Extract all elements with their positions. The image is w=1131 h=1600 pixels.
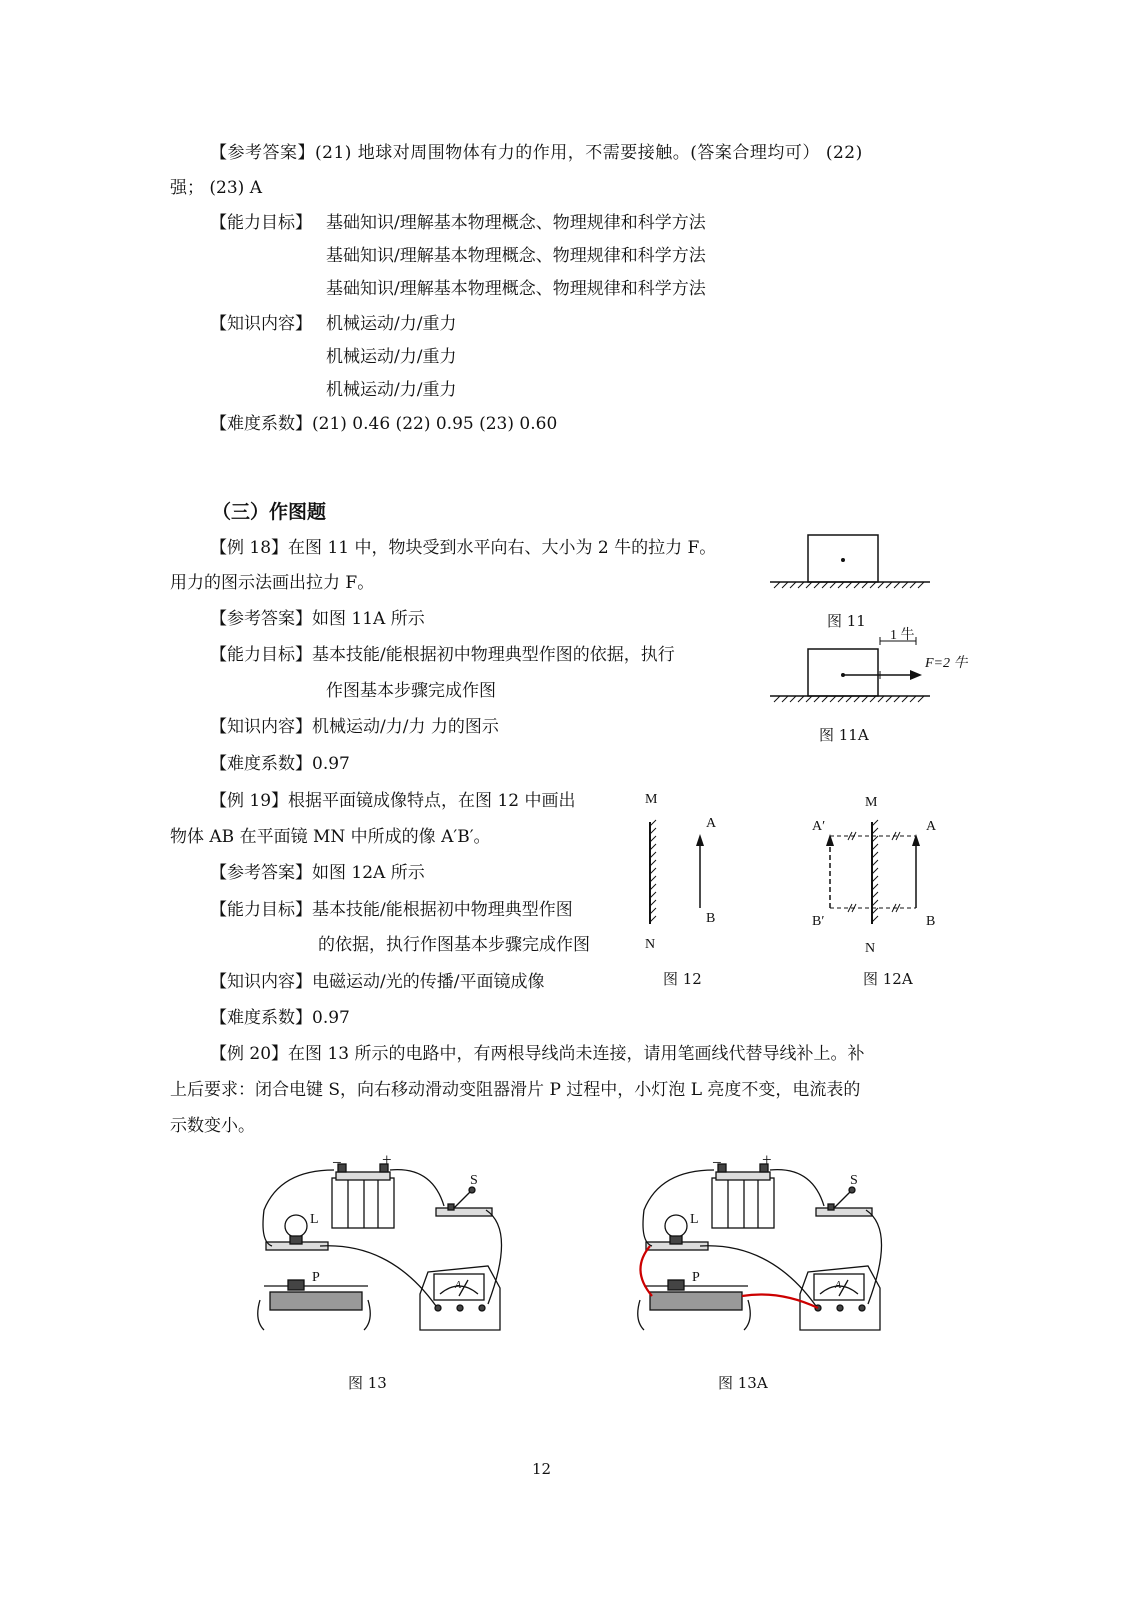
- figure-11a-caption: 图 11A: [819, 726, 869, 744]
- figure-13a: [630, 1150, 920, 1350]
- ex19-question-1: 【例 19】根据平面镜成像特点，在图 12 中画出: [210, 791, 576, 811]
- figure-12-caption: 图 12: [663, 970, 702, 988]
- switch: [436, 1187, 492, 1216]
- knowledge-label: 【知识内容】: [210, 314, 312, 334]
- scale-label: 1 牛: [890, 628, 915, 643]
- label-ammeter: A: [455, 1280, 462, 1291]
- rheostat: [258, 1280, 371, 1330]
- ability-item: 基础知识/理解基本物理概念、物理规律和科学方法: [326, 279, 706, 299]
- label-plus: +: [762, 1150, 772, 1169]
- label-b: B: [926, 914, 936, 929]
- label-p: P: [312, 1270, 320, 1285]
- ex18-question-2: 用力的图示法画出拉力 F。: [170, 573, 375, 593]
- knowledge-item: 机械运动/力/重力: [326, 314, 457, 334]
- label-m: M: [865, 795, 878, 810]
- block: [808, 649, 878, 696]
- ability-label: 【能力目标】: [210, 213, 312, 233]
- switch: [816, 1187, 872, 1216]
- label-a: A: [926, 819, 937, 834]
- label-m: M: [645, 792, 658, 807]
- ex18-difficulty: 【难度系数】0.97: [210, 754, 350, 774]
- page-number: 12: [532, 1460, 552, 1478]
- label-p: P: [692, 1270, 700, 1285]
- ex18-answer: 【参考答案】如图 11A 所示: [210, 609, 425, 629]
- label-n: N: [865, 941, 876, 956]
- ex18-ability-1: 【能力目标】基本技能/能根据初中物理典型作图的依据，执行: [210, 645, 675, 665]
- ammeter: [420, 1266, 500, 1330]
- label-s: S: [470, 1173, 478, 1188]
- label-plus: +: [382, 1150, 392, 1169]
- ex18-question-1: 【例 18】在图 11 中，物块受到水平向右、大小为 2 牛的拉力 F。: [210, 538, 717, 558]
- ability-item: 基础知识/理解基本物理概念、物理规律和科学方法: [326, 246, 706, 266]
- figure-11-caption: 图 11: [827, 612, 866, 630]
- ex20-question-2: 上后要求：闭合电键 S，向右移动滑动变阻器滑片 P 过程中，小灯泡 L 亮度不变，电流表的: [170, 1080, 861, 1100]
- answer-line-2: 强； (23) A: [170, 178, 262, 198]
- rheostat: [638, 1280, 751, 1330]
- ex19-ability-2: 的依据，执行作图基本步骤完成作图: [318, 935, 590, 955]
- ground-hatch: [774, 696, 924, 702]
- ex19-knowledge: 【知识内容】电磁运动/光的传播/平面镜成像: [210, 972, 545, 992]
- label-ammeter: A: [835, 1280, 842, 1291]
- label-minus: −: [712, 1153, 722, 1172]
- object-ab-arrow-head: [696, 834, 704, 846]
- section-title: （三）作图题: [212, 501, 327, 523]
- ex18-ability-2: 作图基本步骤完成作图: [326, 681, 496, 701]
- answer-line-1: 【参考答案】(21) 地球对周围物体有力的作用，不需要接触。(答案合理均可） (22): [210, 143, 863, 163]
- label-a-prime: A′: [812, 819, 826, 834]
- ex19-difficulty: 【难度系数】0.97: [210, 1008, 350, 1028]
- battery: [712, 1164, 774, 1228]
- knowledge-item: 机械运动/力/重力: [326, 347, 457, 367]
- ammeter: [800, 1266, 880, 1330]
- difficulty-line: 【难度系数】(21) 0.46 (22) 0.95 (23) 0.60: [210, 414, 558, 434]
- label-b-prime: B′: [812, 914, 825, 929]
- ex20-question-1: 【例 20】在图 13 所示的电路中，有两根导线尚未连接，请用笔画线代替导线补上。补: [210, 1044, 865, 1064]
- added-wire-1: [640, 1246, 652, 1296]
- figure-13-caption: 图 13: [348, 1374, 387, 1392]
- label-b: B: [706, 911, 716, 926]
- label-l: L: [690, 1212, 699, 1227]
- ex18-knowledge: 【知识内容】机械运动/力/力 力的图示: [210, 717, 499, 737]
- figure-11: [770, 530, 960, 590]
- ground-hatch: [774, 582, 924, 588]
- ability-item: 基础知识/理解基本物理概念、物理规律和科学方法: [326, 213, 706, 233]
- label-l: L: [310, 1212, 319, 1227]
- ex19-answer: 【参考答案】如图 12A 所示: [210, 863, 425, 883]
- figure-12a-caption: 图 12A: [863, 970, 913, 988]
- label-minus: −: [332, 1153, 342, 1172]
- ex20-question-3: 示数变小。: [170, 1116, 255, 1136]
- label-n: N: [645, 937, 656, 952]
- ex19-question-2: 物体 AB 在平面镜 MN 中所成的像 A′B′。: [170, 827, 491, 847]
- figure-13: [250, 1150, 540, 1350]
- knowledge-item: 机械运动/力/重力: [326, 380, 457, 400]
- lamp: [646, 1215, 708, 1250]
- force-arrow-head: [910, 670, 922, 680]
- label-a: A: [706, 816, 717, 831]
- lamp: [266, 1215, 328, 1250]
- figure-13a-caption: 图 13A: [718, 1374, 768, 1392]
- force-label: F=2 牛: [925, 656, 968, 671]
- ex19-ability-1: 【能力目标】基本技能/能根据初中物理典型作图: [210, 900, 573, 920]
- block-center-dot: [841, 558, 845, 562]
- battery: [332, 1164, 394, 1228]
- label-s: S: [850, 1173, 858, 1188]
